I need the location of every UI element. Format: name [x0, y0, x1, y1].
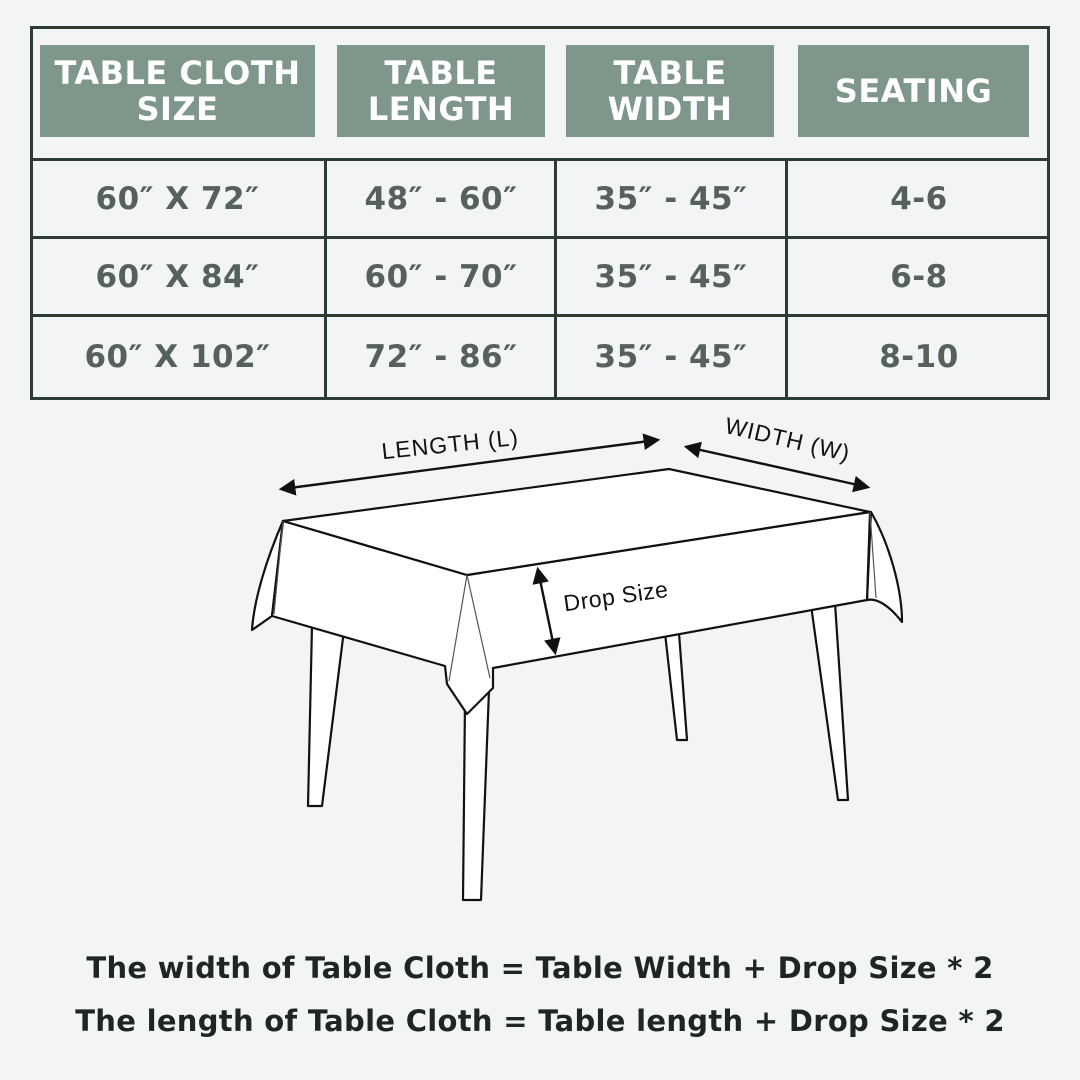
cell-table-length: 48″ - 60″ — [364, 180, 518, 217]
cell-table-width: 35″ - 45″ — [594, 258, 748, 295]
cell-table-length: 72″ - 86″ — [364, 339, 518, 375]
length-label: LENGTH (L) — [380, 423, 521, 465]
table-row — [30, 314, 1050, 397]
drop-size-label: Drop Size — [561, 575, 670, 617]
cell-cloth-size: 60″ X 102″ — [84, 339, 271, 375]
cell-table-length: 60″ - 70″ — [364, 258, 518, 295]
header-table-width: TABLE WIDTH — [566, 45, 774, 137]
table-leg-front-left — [463, 690, 489, 900]
table-leg-back-left — [308, 625, 344, 806]
length-formula: The length of Table Cloth = Table length + Drop Size * 2 — [75, 1004, 1005, 1038]
cloth-drop-right — [867, 512, 902, 622]
cell-seating: 6-8 — [890, 258, 948, 295]
cell-seating: 4-6 — [890, 180, 948, 217]
table-row — [30, 158, 1050, 236]
size-chart-table — [30, 26, 1050, 400]
header-table-cloth-size: TABLE CLOTH SIZE — [40, 45, 315, 137]
table-header-row — [33, 29, 1047, 159]
table-leg-back-right — [665, 633, 687, 740]
cell-seating: 8-10 — [879, 339, 959, 375]
width-formula: The width of Table Cloth = Table Width + Drop Size * 2 — [86, 951, 994, 985]
table-leg-front-right — [811, 603, 848, 800]
tablecloth-diagram — [0, 400, 1080, 930]
header-table-length: TABLE LENGTH — [337, 45, 545, 137]
cell-cloth-size: 60″ X 72″ — [95, 180, 260, 217]
cell-cloth-size: 60″ X 84″ — [95, 258, 260, 295]
width-label: WIDTH (W) — [722, 412, 853, 467]
cell-table-width: 35″ - 45″ — [594, 180, 748, 217]
table-row — [30, 236, 1050, 314]
cell-table-width: 35″ - 45″ — [594, 339, 748, 375]
header-seating: SEATING — [798, 45, 1029, 137]
